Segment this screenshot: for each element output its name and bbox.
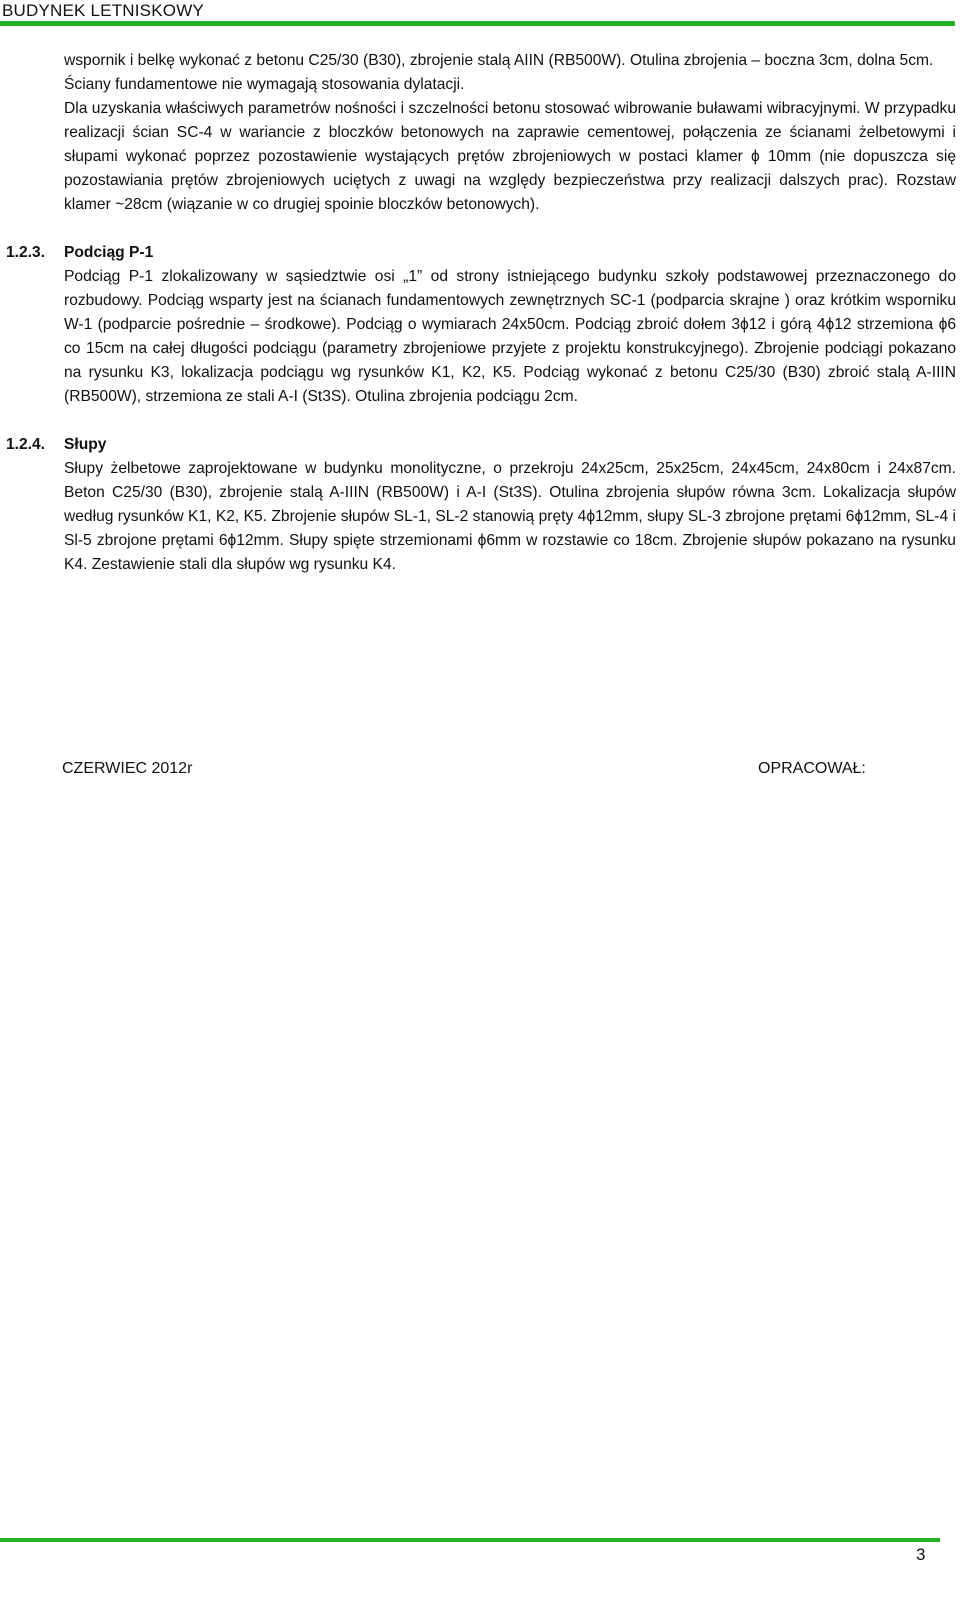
section-title: Słupy xyxy=(64,436,107,453)
intro-paragraph-2: Ściany fundamentowe nie wymagają stosowania dylatacji. xyxy=(64,76,465,93)
intro-paragraph-1: wspornik i belkę wykonać z betonu C25/30 (B30), zbrojenie stalą AIIN (RB500W). Otulina zbrojenia – boczna 3cm, dolna 5cm. xyxy=(64,52,934,69)
section-number: 1.2.3. xyxy=(6,244,46,261)
page-header xyxy=(0,0,960,40)
section-text: Podciąg P-1 zlokalizowany w sąsiedztwie osi „1” od strony istniejącego budynku szkoły podstawowej przeznaczonego do rozbudowy. Podciąg wsparty jest na ścianach fundamentowych zewnętrznych SC-1 (podparcia skrajne ) oraz krótkim wsporniku W-1 (podparcie pośrednie – środkowe). Podciąg o wymiarach 24x50cm. Podciąg zbroić dołem 3ϕ12 i górą 4ϕ12 strzemiona ϕ6 co 15cm na całej długości podciągu (parametry zbrojeniowe przyjete z projektu konstrukcyjnego). Zbrojenie podciągi pokazano na rysunku K3, lokalizacja podciągu wg rysunków K1, K2, K5. Podciąg wykonać z betonu C25/30 (B30) zbroić stalą A-IIIN (RB500W), strzemiona ze stali A-I (St3S). Otulina zbrojenia podciągu 2cm. xyxy=(64,268,956,405)
section-title: Podciąg P-1 xyxy=(64,244,154,261)
section-slupy xyxy=(6,433,956,577)
footer-prepared-by: OPRACOWAŁ: xyxy=(758,760,866,777)
footer-date: CZERWIEC 2012r xyxy=(62,760,193,777)
section-podciag xyxy=(6,241,956,409)
page-number: 3 xyxy=(916,1545,926,1564)
section-text: Słupy żelbetowe zaprojektowane w budynku monolityczne, o przekroju 24x25cm, 25x25cm, 24x45cm, 24x80cm i 24x87cm. Beton C25/30 (B30), zbrojenie stalą A-IIIN (RB500W) i A-I (St3S). Otulina zbrojenia słupów równa 3cm. Lokalizacja słupów według rysunków K1, K2, K5. Zbrojenie słupów SL-1, SL-2 stanowią pręty 4ϕ12mm, słupy SL-3 zbrojone prętami 6ϕ12mm, SL-4 i Sl-5 zbrojone prętami 6ϕ12mm. Słupy spięte strzemionami ϕ6mm w rozstawie co 18cm. Zbrojenie słupów pokazano na rysunku K4. Zestawienie stali dla słupów wg rysunku K4. xyxy=(64,460,956,573)
section-number: 1.2.4. xyxy=(6,436,46,453)
footer-rule xyxy=(0,1538,940,1542)
header-title: BUDYNEK LETNISKOWY xyxy=(2,1,204,20)
document-body xyxy=(6,49,956,577)
intro-paragraph-3: Dla uzyskania właściwych parametrów nośności i szczelności betonu stosować wibrowanie buławami wibracyjnymi. W przypadku realizacji ścian SC-4 w wariancie z bloczków betonowych na zaprawie cementowej, połączenia ze ścianami żelbetowymi i słupami wykonać poprzez pozostawienie wystających prętów zbrojeniowych w postaci klamer ϕ 10mm (nie dopuszcza się pozostawiania prętów zbrojeniowych uciętych z uwagi na względy bezpieczeństwa przy realizacji dalszych prac). Rozstaw klamer ~28cm (wiązanie w co drugiej spoinie bloczków betonowych). xyxy=(64,100,956,213)
header-rule xyxy=(0,21,955,26)
